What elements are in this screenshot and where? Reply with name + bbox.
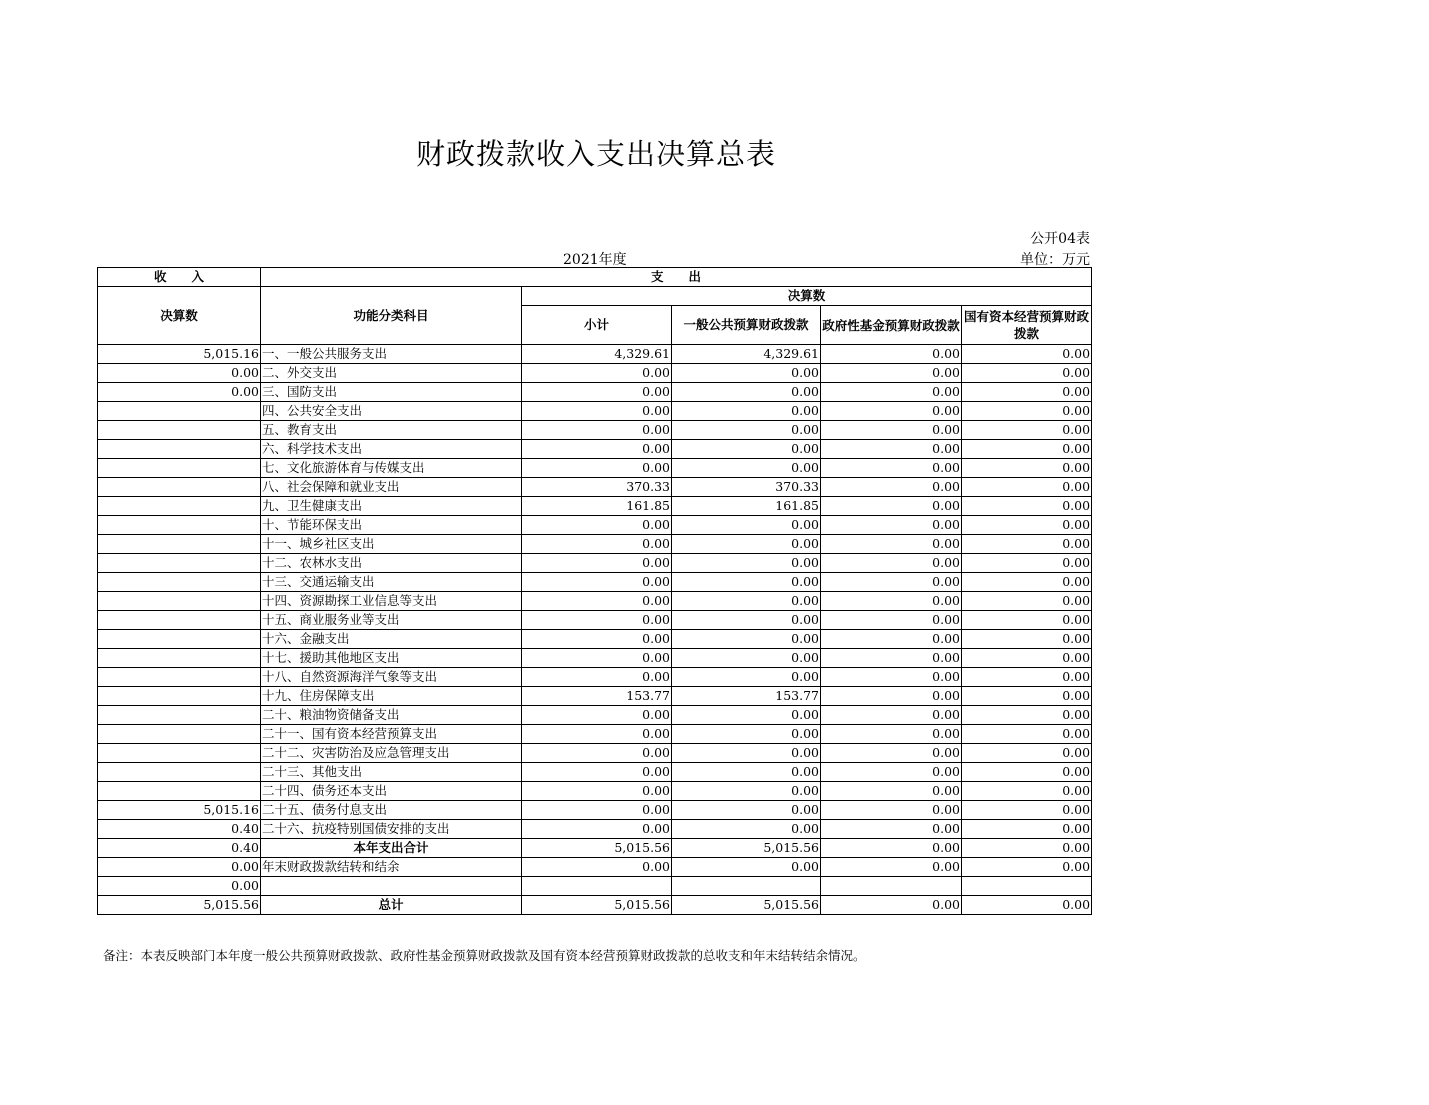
fund-cell: 0.00	[821, 440, 962, 459]
income-cell	[98, 592, 261, 611]
table-row	[98, 535, 1092, 554]
subject-cell: 十八、自然资源海洋气象等支出	[261, 668, 522, 687]
subject-cell: 总计	[261, 896, 522, 915]
fund-cell: 0.00	[821, 782, 962, 801]
income-cell	[98, 668, 261, 687]
subtotal-cell: 0.00	[522, 554, 672, 573]
subtotal-cell: 161.85	[522, 497, 672, 516]
fund-cell: 0.00	[821, 725, 962, 744]
general-cell: 0.00	[672, 725, 821, 744]
subject-cell: 三、国防支出	[261, 383, 522, 402]
subtotal-cell: 0.00	[522, 402, 672, 421]
income-cell	[98, 763, 261, 782]
income-cell	[98, 611, 261, 630]
general-cell: 0.00	[672, 744, 821, 763]
header-func-subject: 功能分类科目	[261, 287, 522, 345]
subtotal-cell: 0.00	[522, 668, 672, 687]
fund-cell	[821, 877, 962, 896]
subtotal-cell: 0.00	[522, 592, 672, 611]
capital-cell: 0.00	[962, 630, 1092, 649]
table-row	[98, 801, 1092, 820]
fund-cell: 0.00	[821, 820, 962, 839]
general-cell: 153.77	[672, 687, 821, 706]
general-cell: 0.00	[672, 573, 821, 592]
subject-cell: 十四、资源勘探工业信息等支出	[261, 592, 522, 611]
table-row	[98, 630, 1092, 649]
general-cell: 0.00	[672, 820, 821, 839]
subject-cell: 二十三、其他支出	[261, 763, 522, 782]
table-row	[98, 611, 1092, 630]
capital-cell: 0.00	[962, 554, 1092, 573]
subject-cell: 十三、交通运输支出	[261, 573, 522, 592]
subtotal-cell: 0.00	[522, 630, 672, 649]
general-cell: 0.00	[672, 630, 821, 649]
capital-cell: 0.00	[962, 516, 1092, 535]
capital-cell: 0.00	[962, 535, 1092, 554]
subject-cell: 年末财政拨款结转和结余	[261, 858, 522, 877]
capital-cell: 0.00	[962, 820, 1092, 839]
income-cell	[98, 459, 261, 478]
subject-cell: 十六、金融支出	[261, 630, 522, 649]
fund-cell: 0.00	[821, 630, 962, 649]
table-row	[98, 858, 1092, 877]
fund-cell: 0.00	[821, 839, 962, 858]
capital-cell: 0.00	[962, 763, 1092, 782]
capital-cell: 0.00	[962, 345, 1092, 364]
general-cell: 0.00	[672, 592, 821, 611]
fund-cell: 0.00	[821, 858, 962, 877]
budget-table	[97, 267, 1092, 915]
subtotal-cell: 0.00	[522, 364, 672, 383]
table-row	[98, 725, 1092, 744]
table-row	[98, 820, 1092, 839]
table-code: 公开04表	[1030, 231, 1090, 247]
subtotal-cell: 0.00	[522, 421, 672, 440]
table-row	[98, 497, 1092, 516]
fund-cell: 0.00	[821, 573, 962, 592]
capital-cell: 0.00	[962, 611, 1092, 630]
fund-cell: 0.00	[821, 345, 962, 364]
income-cell: 0.00	[98, 364, 261, 383]
subtotal-cell: 0.00	[522, 706, 672, 725]
income-cell	[98, 421, 261, 440]
subtotal-cell: 0.00	[522, 459, 672, 478]
income-cell: 5,015.16	[98, 345, 261, 364]
subject-cell: 二、外交支出	[261, 364, 522, 383]
table-row	[98, 421, 1092, 440]
income-cell	[98, 687, 261, 706]
subject-cell	[261, 877, 522, 896]
general-cell: 0.00	[672, 440, 821, 459]
table-row	[98, 782, 1092, 801]
table-row	[98, 383, 1092, 402]
general-cell: 0.00	[672, 706, 821, 725]
general-cell: 0.00	[672, 801, 821, 820]
income-cell	[98, 706, 261, 725]
income-cell: 5,015.16	[98, 801, 261, 820]
subtotal-cell: 0.00	[522, 782, 672, 801]
subtotal-cell: 370.33	[522, 478, 672, 497]
fund-cell: 0.00	[821, 459, 962, 478]
capital-cell: 0.00	[962, 592, 1092, 611]
fund-cell: 0.00	[821, 801, 962, 820]
capital-cell: 0.00	[962, 364, 1092, 383]
subject-cell: 八、社会保障和就业支出	[261, 478, 522, 497]
subtotal-cell: 5,015.56	[522, 839, 672, 858]
table-row	[98, 896, 1092, 915]
income-cell: 0.00	[98, 877, 261, 896]
fund-cell: 0.00	[821, 516, 962, 535]
table-row	[98, 516, 1092, 535]
fund-cell: 0.00	[821, 687, 962, 706]
subject-cell: 二十六、抗疫特别国债安排的支出	[261, 820, 522, 839]
capital-cell: 0.00	[962, 497, 1092, 516]
income-cell: 0.00	[98, 858, 261, 877]
table-row	[98, 573, 1092, 592]
income-cell	[98, 630, 261, 649]
capital-cell: 0.00	[962, 440, 1092, 459]
table-row	[98, 554, 1092, 573]
header-expense: 支 出	[261, 268, 1092, 287]
income-cell	[98, 516, 261, 535]
income-cell: 5,015.56	[98, 896, 261, 915]
header-income-amount: 决算数	[98, 287, 261, 345]
income-cell	[98, 440, 261, 459]
subtotal-cell: 0.00	[522, 573, 672, 592]
general-cell: 0.00	[672, 402, 821, 421]
subject-cell: 四、公共安全支出	[261, 402, 522, 421]
subtotal-cell: 0.00	[522, 516, 672, 535]
fund-cell: 0.00	[821, 478, 962, 497]
income-cell	[98, 554, 261, 573]
subtotal-cell: 0.00	[522, 649, 672, 668]
capital-cell: 0.00	[962, 649, 1092, 668]
income-cell	[98, 744, 261, 763]
fund-cell: 0.00	[821, 592, 962, 611]
general-cell: 370.33	[672, 478, 821, 497]
capital-cell: 0.00	[962, 725, 1092, 744]
fund-cell: 0.00	[821, 364, 962, 383]
unit-label: 单位：万元	[1020, 252, 1090, 268]
table-row	[98, 744, 1092, 763]
income-cell	[98, 535, 261, 554]
general-cell: 0.00	[672, 668, 821, 687]
income-cell	[98, 649, 261, 668]
table-row	[98, 440, 1092, 459]
capital-cell: 0.00	[962, 896, 1092, 915]
general-cell: 5,015.56	[672, 839, 821, 858]
header-final-amount: 决算数	[522, 287, 1092, 306]
fund-cell: 0.00	[821, 706, 962, 725]
general-cell: 0.00	[672, 554, 821, 573]
fund-cell: 0.00	[821, 421, 962, 440]
header-gov-fund: 政府性基金预算财政拨款	[821, 306, 962, 345]
fund-cell: 0.00	[821, 668, 962, 687]
subject-cell: 十一、城乡社区支出	[261, 535, 522, 554]
fund-cell: 0.00	[821, 402, 962, 421]
general-cell: 0.00	[672, 763, 821, 782]
fund-cell: 0.00	[821, 744, 962, 763]
income-cell	[98, 402, 261, 421]
subtotal-cell: 0.00	[522, 535, 672, 554]
subject-cell: 二十、粮油物资储备支出	[261, 706, 522, 725]
income-cell	[98, 573, 261, 592]
capital-cell: 0.00	[962, 687, 1092, 706]
general-cell: 4,329.61	[672, 345, 821, 364]
fund-cell: 0.00	[821, 554, 962, 573]
subtotal-cell: 0.00	[522, 383, 672, 402]
income-cell	[98, 478, 261, 497]
table-row	[98, 649, 1092, 668]
fund-cell: 0.00	[821, 611, 962, 630]
capital-cell: 0.00	[962, 573, 1092, 592]
table-row	[98, 668, 1092, 687]
capital-cell: 0.00	[962, 383, 1092, 402]
capital-cell: 0.00	[962, 801, 1092, 820]
header-subtotal: 小计	[522, 306, 672, 345]
header-income: 收 入	[98, 268, 261, 287]
subtotal-cell: 0.00	[522, 763, 672, 782]
subject-cell: 七、文化旅游体育与传媒支出	[261, 459, 522, 478]
subject-cell: 二十四、债务还本支出	[261, 782, 522, 801]
subtotal-cell: 0.00	[522, 820, 672, 839]
income-cell	[98, 782, 261, 801]
subtotal-cell: 4,329.61	[522, 345, 672, 364]
footnote: 备注：本表反映部门本年度一般公共预算财政拨款、政府性基金预算财政拨款及国有资本经营预算财政拨款的总收支和年末结转结余情况。	[103, 948, 866, 963]
capital-cell: 0.00	[962, 839, 1092, 858]
capital-cell: 0.00	[962, 421, 1092, 440]
table-row	[98, 364, 1092, 383]
page-title: 财政拨款收入支出决算总表	[416, 137, 777, 171]
general-cell: 0.00	[672, 535, 821, 554]
capital-cell: 0.00	[962, 478, 1092, 497]
table-row	[98, 478, 1092, 497]
fund-cell: 0.00	[821, 896, 962, 915]
table-row	[98, 459, 1092, 478]
table-row	[98, 763, 1092, 782]
subtotal-cell: 0.00	[522, 725, 672, 744]
table-row	[98, 402, 1092, 421]
subject-cell: 二十一、国有资本经营预算支出	[261, 725, 522, 744]
subtotal-cell: 0.00	[522, 801, 672, 820]
general-cell: 0.00	[672, 364, 821, 383]
income-cell	[98, 725, 261, 744]
fiscal-year: 2021年度	[563, 252, 627, 268]
general-cell: 0.00	[672, 421, 821, 440]
subject-cell: 一、一般公共服务支出	[261, 345, 522, 364]
subject-cell: 六、科学技术支出	[261, 440, 522, 459]
fund-cell: 0.00	[821, 383, 962, 402]
subject-cell: 十五、商业服务业等支出	[261, 611, 522, 630]
income-cell: 0.40	[98, 820, 261, 839]
capital-cell: 0.00	[962, 668, 1092, 687]
table-row	[98, 839, 1092, 858]
general-cell	[672, 877, 821, 896]
subject-cell: 本年支出合计	[261, 839, 522, 858]
general-cell: 0.00	[672, 611, 821, 630]
fund-cell: 0.00	[821, 497, 962, 516]
income-cell	[98, 497, 261, 516]
general-cell: 0.00	[672, 383, 821, 402]
subject-cell: 十九、住房保障支出	[261, 687, 522, 706]
subject-cell: 二十五、债务付息支出	[261, 801, 522, 820]
fund-cell: 0.00	[821, 763, 962, 782]
subject-cell: 十、节能环保支出	[261, 516, 522, 535]
capital-cell: 0.00	[962, 858, 1092, 877]
general-cell: 0.00	[672, 858, 821, 877]
general-cell: 0.00	[672, 649, 821, 668]
table-row	[98, 877, 1092, 896]
table-row	[98, 706, 1092, 725]
capital-cell: 0.00	[962, 402, 1092, 421]
general-cell: 0.00	[672, 782, 821, 801]
subject-cell: 十七、援助其他地区支出	[261, 649, 522, 668]
capital-cell	[962, 877, 1092, 896]
general-cell: 0.00	[672, 459, 821, 478]
general-cell: 0.00	[672, 516, 821, 535]
fund-cell: 0.00	[821, 535, 962, 554]
general-cell: 161.85	[672, 497, 821, 516]
capital-cell: 0.00	[962, 459, 1092, 478]
capital-cell: 0.00	[962, 782, 1092, 801]
general-cell: 5,015.56	[672, 896, 821, 915]
subtotal-cell: 0.00	[522, 440, 672, 459]
fund-cell: 0.00	[821, 649, 962, 668]
header-state-capital: 国有资本经营预算财政拨款	[962, 306, 1092, 345]
table-row	[98, 345, 1092, 364]
subject-cell: 十二、农林水支出	[261, 554, 522, 573]
subject-cell: 五、教育支出	[261, 421, 522, 440]
header-general-public: 一般公共预算财政拨款	[672, 306, 821, 345]
capital-cell: 0.00	[962, 744, 1092, 763]
subtotal-cell: 0.00	[522, 744, 672, 763]
table-row	[98, 592, 1092, 611]
income-cell: 0.40	[98, 839, 261, 858]
subject-cell: 九、卫生健康支出	[261, 497, 522, 516]
subtotal-cell: 0.00	[522, 611, 672, 630]
subject-cell: 二十二、灾害防治及应急管理支出	[261, 744, 522, 763]
subtotal-cell: 153.77	[522, 687, 672, 706]
subtotal-cell: 5,015.56	[522, 896, 672, 915]
subtotal-cell	[522, 877, 672, 896]
income-cell: 0.00	[98, 383, 261, 402]
table-row	[98, 687, 1092, 706]
subtotal-cell: 0.00	[522, 858, 672, 877]
capital-cell: 0.00	[962, 706, 1092, 725]
